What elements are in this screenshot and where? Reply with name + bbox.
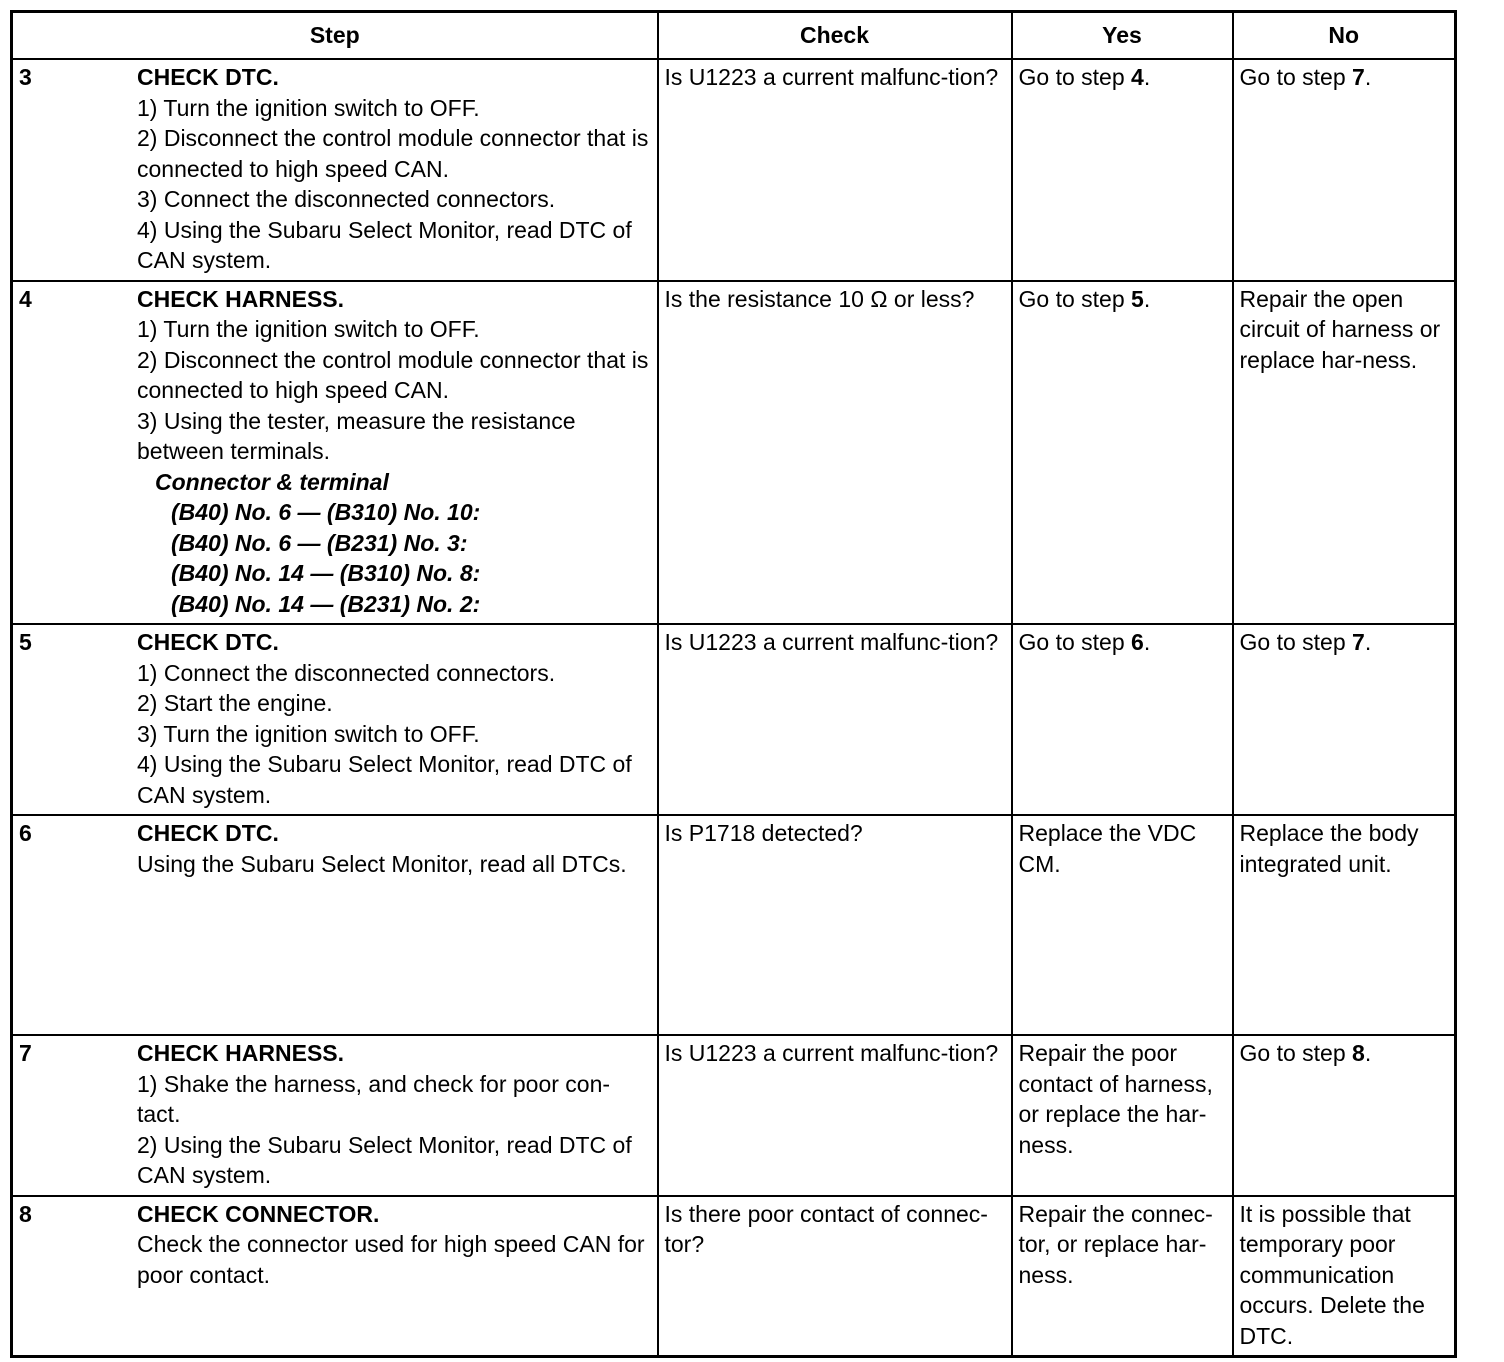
step-number: 8 xyxy=(19,1200,32,1227)
table-row xyxy=(12,624,1456,815)
no-cell: Replace the body integrated unit. xyxy=(1233,815,1456,1035)
step-instruction: 2) Disconnect the control module connector that is connected to high speed CAN. xyxy=(137,346,649,403)
yes-cell xyxy=(1012,59,1233,281)
step-number: 7 xyxy=(19,1040,32,1066)
check-cell: Is U1223 a current malfunc-tion? xyxy=(658,624,1012,815)
step-title: CHECK DTC. xyxy=(137,820,279,846)
step-instruction: 1) Turn the ignition switch to OFF. xyxy=(137,316,480,342)
no-cell: It is possible that temporary poor communication occurs. Delete the DTC. xyxy=(1233,1196,1456,1357)
no-suffix: . xyxy=(1364,64,1372,90)
table-row xyxy=(12,281,1456,625)
yes-suffix: . xyxy=(1143,629,1151,655)
table-row xyxy=(12,1196,1456,1357)
check-cell: Is P1718 detected? xyxy=(658,815,1012,1035)
step-instruction: 1) Shake the harness, and check for poor con-tact. xyxy=(137,1070,611,1127)
step-instruction: 3) Using the tester, measure the resistance between terminals. xyxy=(137,407,576,464)
step-title: CHECK DTC. xyxy=(137,64,279,90)
yes-suffix: . xyxy=(1143,64,1151,90)
header-check: Check xyxy=(658,12,1012,60)
check-cell: Is U1223 a current malfunc-tion? xyxy=(658,1035,1012,1196)
no-step-ref: 7 xyxy=(1352,64,1365,90)
check-cell: Is there poor contact of connec-tor? xyxy=(658,1196,1012,1357)
header-row xyxy=(12,12,1456,60)
step-instruction: 1) Connect the disconnected connectors. xyxy=(137,659,556,686)
connector-terminal: (B40) No. 14 — (B231) No. 2: xyxy=(171,590,481,617)
step-instruction: 3) Connect the disconnected connectors. xyxy=(137,186,556,212)
no-step-ref: 7 xyxy=(1352,629,1365,655)
step-title: CHECK HARNESS. xyxy=(137,285,345,312)
header-yes: Yes xyxy=(1012,12,1233,60)
yes-suffix: . xyxy=(1143,285,1151,312)
step-cell xyxy=(12,815,658,1035)
yes-prefix: Go to step xyxy=(1018,64,1132,90)
check-cell: Is the resistance 10 Ω or less? xyxy=(658,281,1012,625)
step-number: 3 xyxy=(19,64,32,90)
yes-prefix: Go to step xyxy=(1018,285,1132,312)
no-cell xyxy=(1233,1035,1456,1196)
yes-step-ref: 6 xyxy=(1131,629,1144,655)
step-title: CHECK CONNECTOR. xyxy=(137,1200,380,1227)
yes-prefix: Go to step xyxy=(1018,629,1132,655)
table-row xyxy=(12,815,1456,1035)
yes-cell: Replace the VDC CM. xyxy=(1012,815,1233,1035)
no-cell xyxy=(1233,624,1456,815)
no-suffix: . xyxy=(1364,1040,1372,1066)
diagnostic-table-container xyxy=(10,10,1457,1358)
step-cell xyxy=(12,1196,658,1357)
step-instruction: 2) Start the engine. xyxy=(137,690,333,716)
connector-terminal: (B40) No. 14 — (B310) No. 8: xyxy=(171,560,481,586)
step-instruction: 2) Disconnect the control module connector that is connected to high speed CAN. xyxy=(137,125,649,182)
diagnostic-table xyxy=(10,10,1457,1358)
connector-terminal: (B40) No. 6 — (B310) No. 10: xyxy=(171,499,481,525)
step-cell xyxy=(12,1035,658,1196)
step-number: 4 xyxy=(19,285,32,312)
connector-terminal: (B40) No. 6 — (B231) No. 3: xyxy=(171,529,468,556)
yes-step-ref: 4 xyxy=(1131,64,1144,90)
yes-cell xyxy=(1012,281,1233,625)
yes-cell: Repair the poor contact of harness, or replace the har-ness. xyxy=(1012,1035,1233,1196)
no-prefix: Go to step xyxy=(1239,1040,1353,1066)
no-suffix: . xyxy=(1364,629,1372,655)
header-step: Step xyxy=(12,12,658,60)
step-instruction: 4) Using the Subaru Select Monitor, read DTC of CAN system. xyxy=(137,216,632,273)
check-cell: Is U1223 a current malfunc-tion? xyxy=(658,59,1012,281)
connector-heading: Connector & terminal xyxy=(155,468,389,495)
step-cell xyxy=(12,624,658,815)
step-instruction: 3) Turn the ignition switch to OFF. xyxy=(137,720,480,747)
no-cell: Repair the open circuit of harness or replace har-ness. xyxy=(1233,281,1456,625)
step-instruction: 2) Using the Subaru Select Monitor, read DTC of CAN system. xyxy=(137,1131,632,1188)
step-instruction: 1) Turn the ignition switch to OFF. xyxy=(137,94,480,121)
no-cell xyxy=(1233,59,1456,281)
step-instruction: Using the Subaru Select Monitor, read all DTCs. xyxy=(137,850,627,877)
yes-cell xyxy=(1012,624,1233,815)
no-step-ref: 8 xyxy=(1352,1040,1365,1066)
step-number: 5 xyxy=(19,629,32,655)
step-cell xyxy=(12,281,658,625)
step-cell xyxy=(12,59,658,281)
yes-step-ref: 5 xyxy=(1131,285,1144,312)
no-prefix: Go to step xyxy=(1239,64,1353,90)
table-row xyxy=(12,1035,1456,1196)
table-row xyxy=(12,59,1456,281)
yes-cell: Repair the connec-tor, or replace har-ness. xyxy=(1012,1196,1233,1357)
no-prefix: Go to step xyxy=(1239,629,1353,655)
step-title: CHECK HARNESS. xyxy=(137,1040,345,1066)
step-instruction: 4) Using the Subaru Select Monitor, read DTC of CAN system. xyxy=(137,751,632,808)
step-title: CHECK DTC. xyxy=(137,629,279,655)
step-number: 6 xyxy=(19,820,32,846)
step-instruction: Check the connector used for high speed CAN for poor contact. xyxy=(137,1231,645,1288)
header-no: No xyxy=(1233,12,1456,60)
